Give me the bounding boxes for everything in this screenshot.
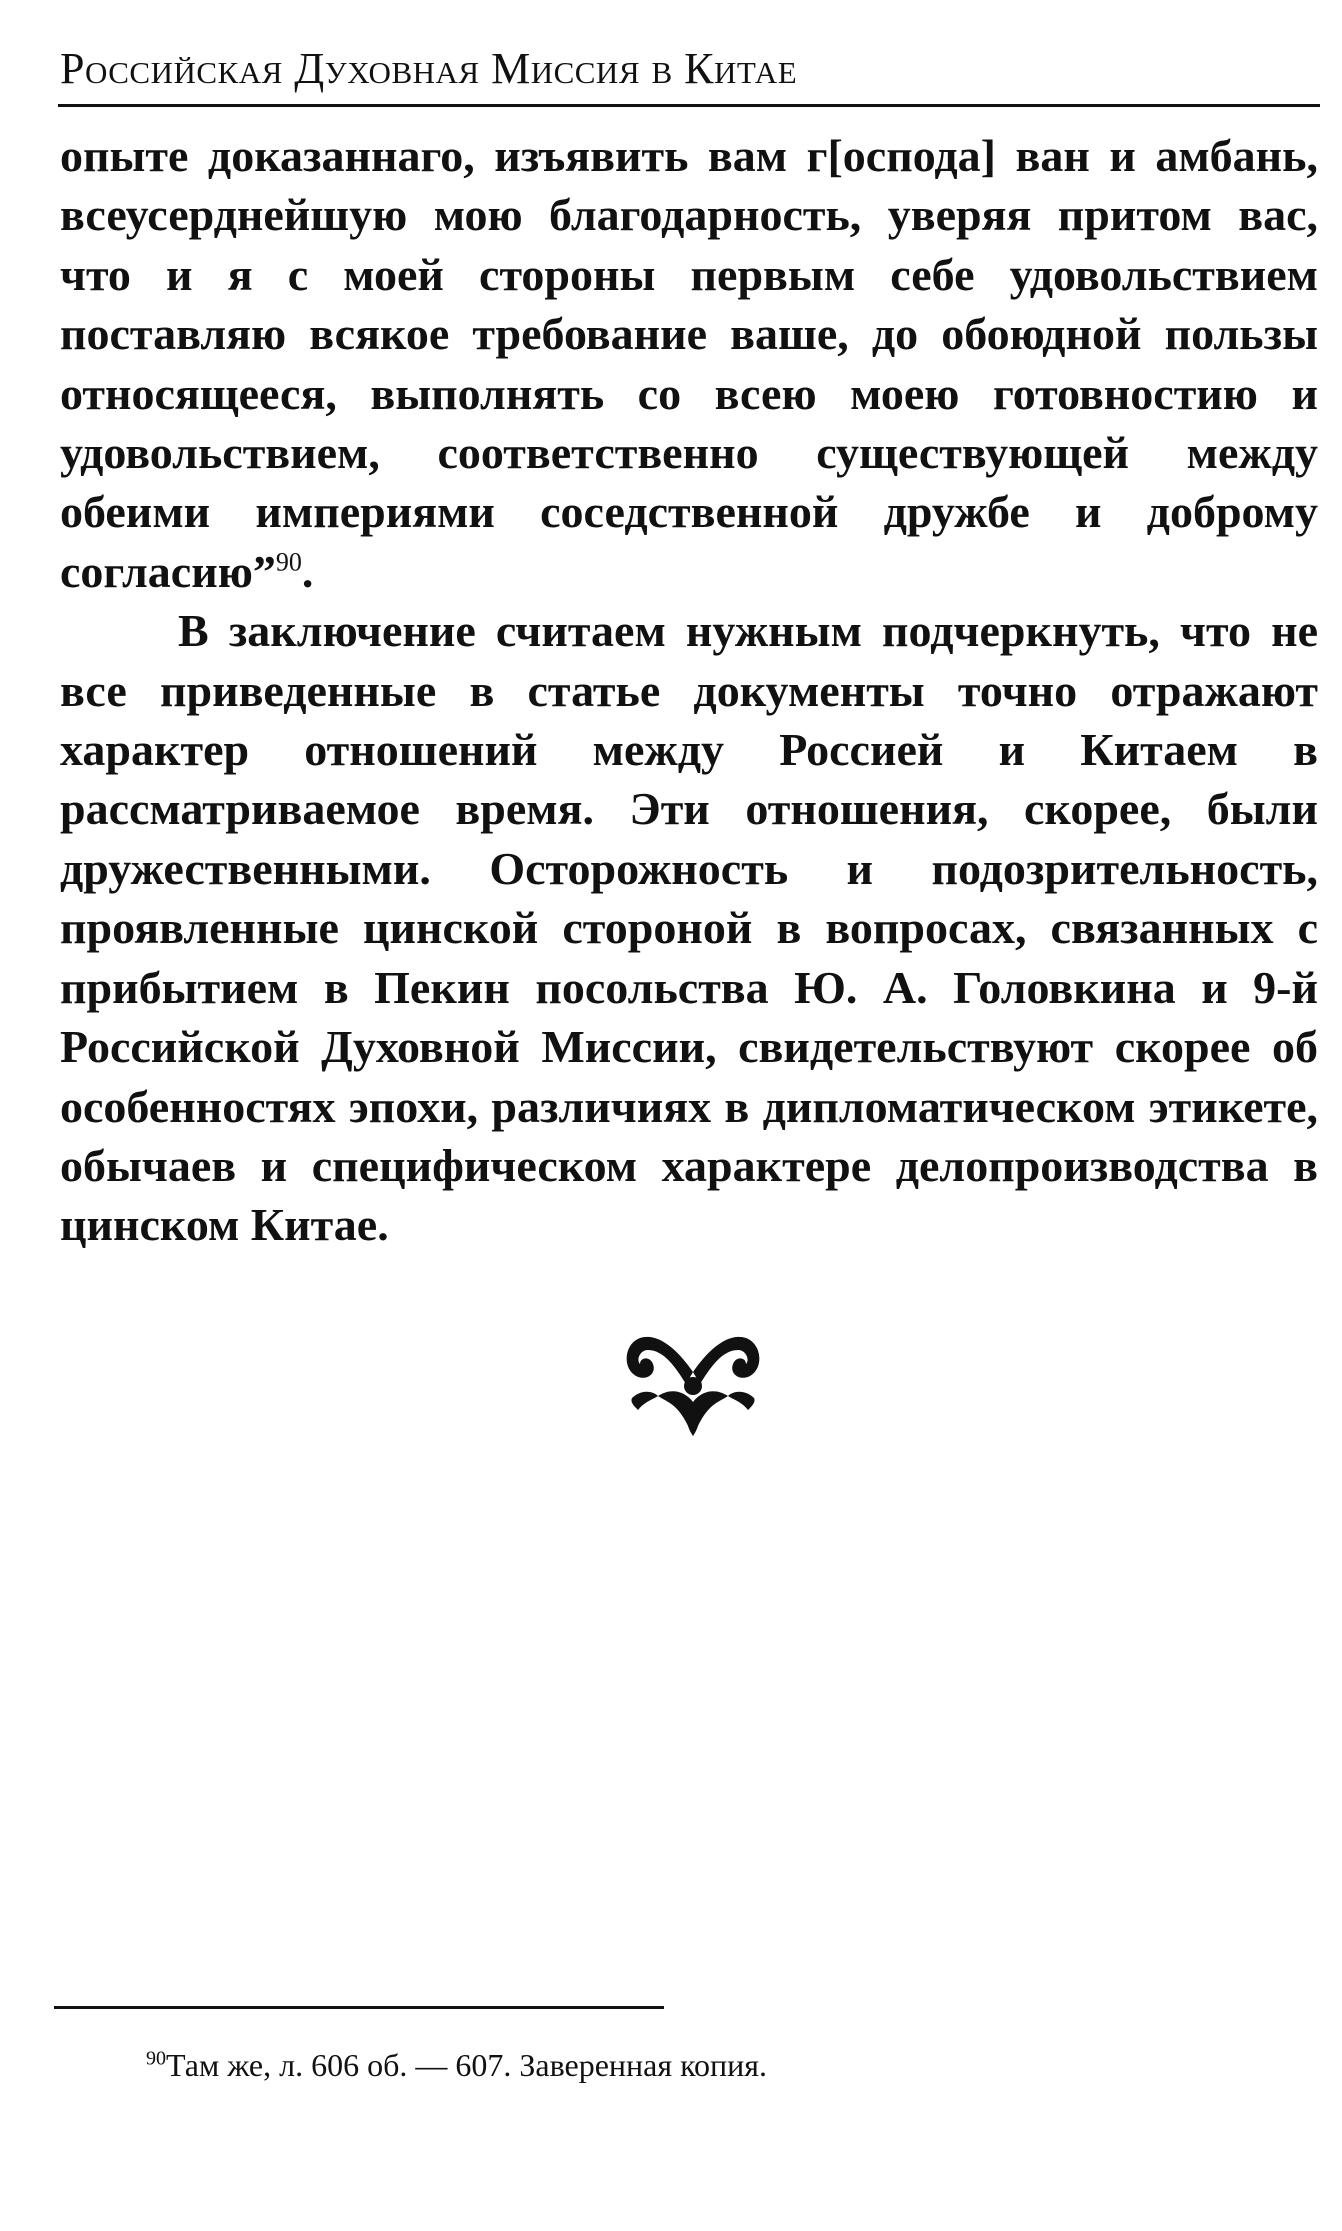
footnote-rule bbox=[54, 2006, 664, 2009]
body-text bbox=[60, 126, 1318, 1255]
fleuron-ornament-icon bbox=[618, 1310, 768, 1440]
footnote-reference[interactable]: 90 bbox=[275, 547, 302, 577]
header-rule bbox=[58, 104, 1320, 107]
paragraph-1-trailing: . bbox=[301, 545, 314, 597]
footnote-number: 90 bbox=[146, 2047, 166, 2070]
running-head: Российская Духовная Миссия в Китае bbox=[60, 44, 798, 93]
paragraph-1-text: опыте доказаннаго, изъявить вам г[оспода] ван и амбань, всеусерднейшую мою благодарность, уверяя притом вас, что и я с моей стороны первым себе удовольствием поставляю всякое требование ваше, до обоюдной пользы относящееся, выполнять со всею моею готовностию и удовольствием, соответственно существующей между обеими империями соседственной дружбе и доброму согласию” bbox=[60, 130, 1318, 597]
paragraph-1 bbox=[60, 126, 1318, 601]
footnote-text: Там же, л. 606 об. — 607. Заверенная копия. bbox=[166, 2047, 767, 2083]
footnote bbox=[146, 2042, 1246, 2088]
paragraph-2: В заключение считаем нужным подчеркнуть, что не все приведенные в статье документы точно отражают характер отношений между Россией и Китаем в рассматриваемое время. Эти отношения, скорее, были дружественными. Осторожность и подозрительность, проявленные цинской стороной в вопросах, связанных с прибытием в Пекин посольства Ю. А. Головкина и 9-й Российской Духовной Миссии, свидетельствуют скорее об особенностях эпохи, различиях в дипломатическом этикете, обычаев и специфическом характере делопроизводства в цинском Китае. bbox=[60, 605, 1318, 1251]
